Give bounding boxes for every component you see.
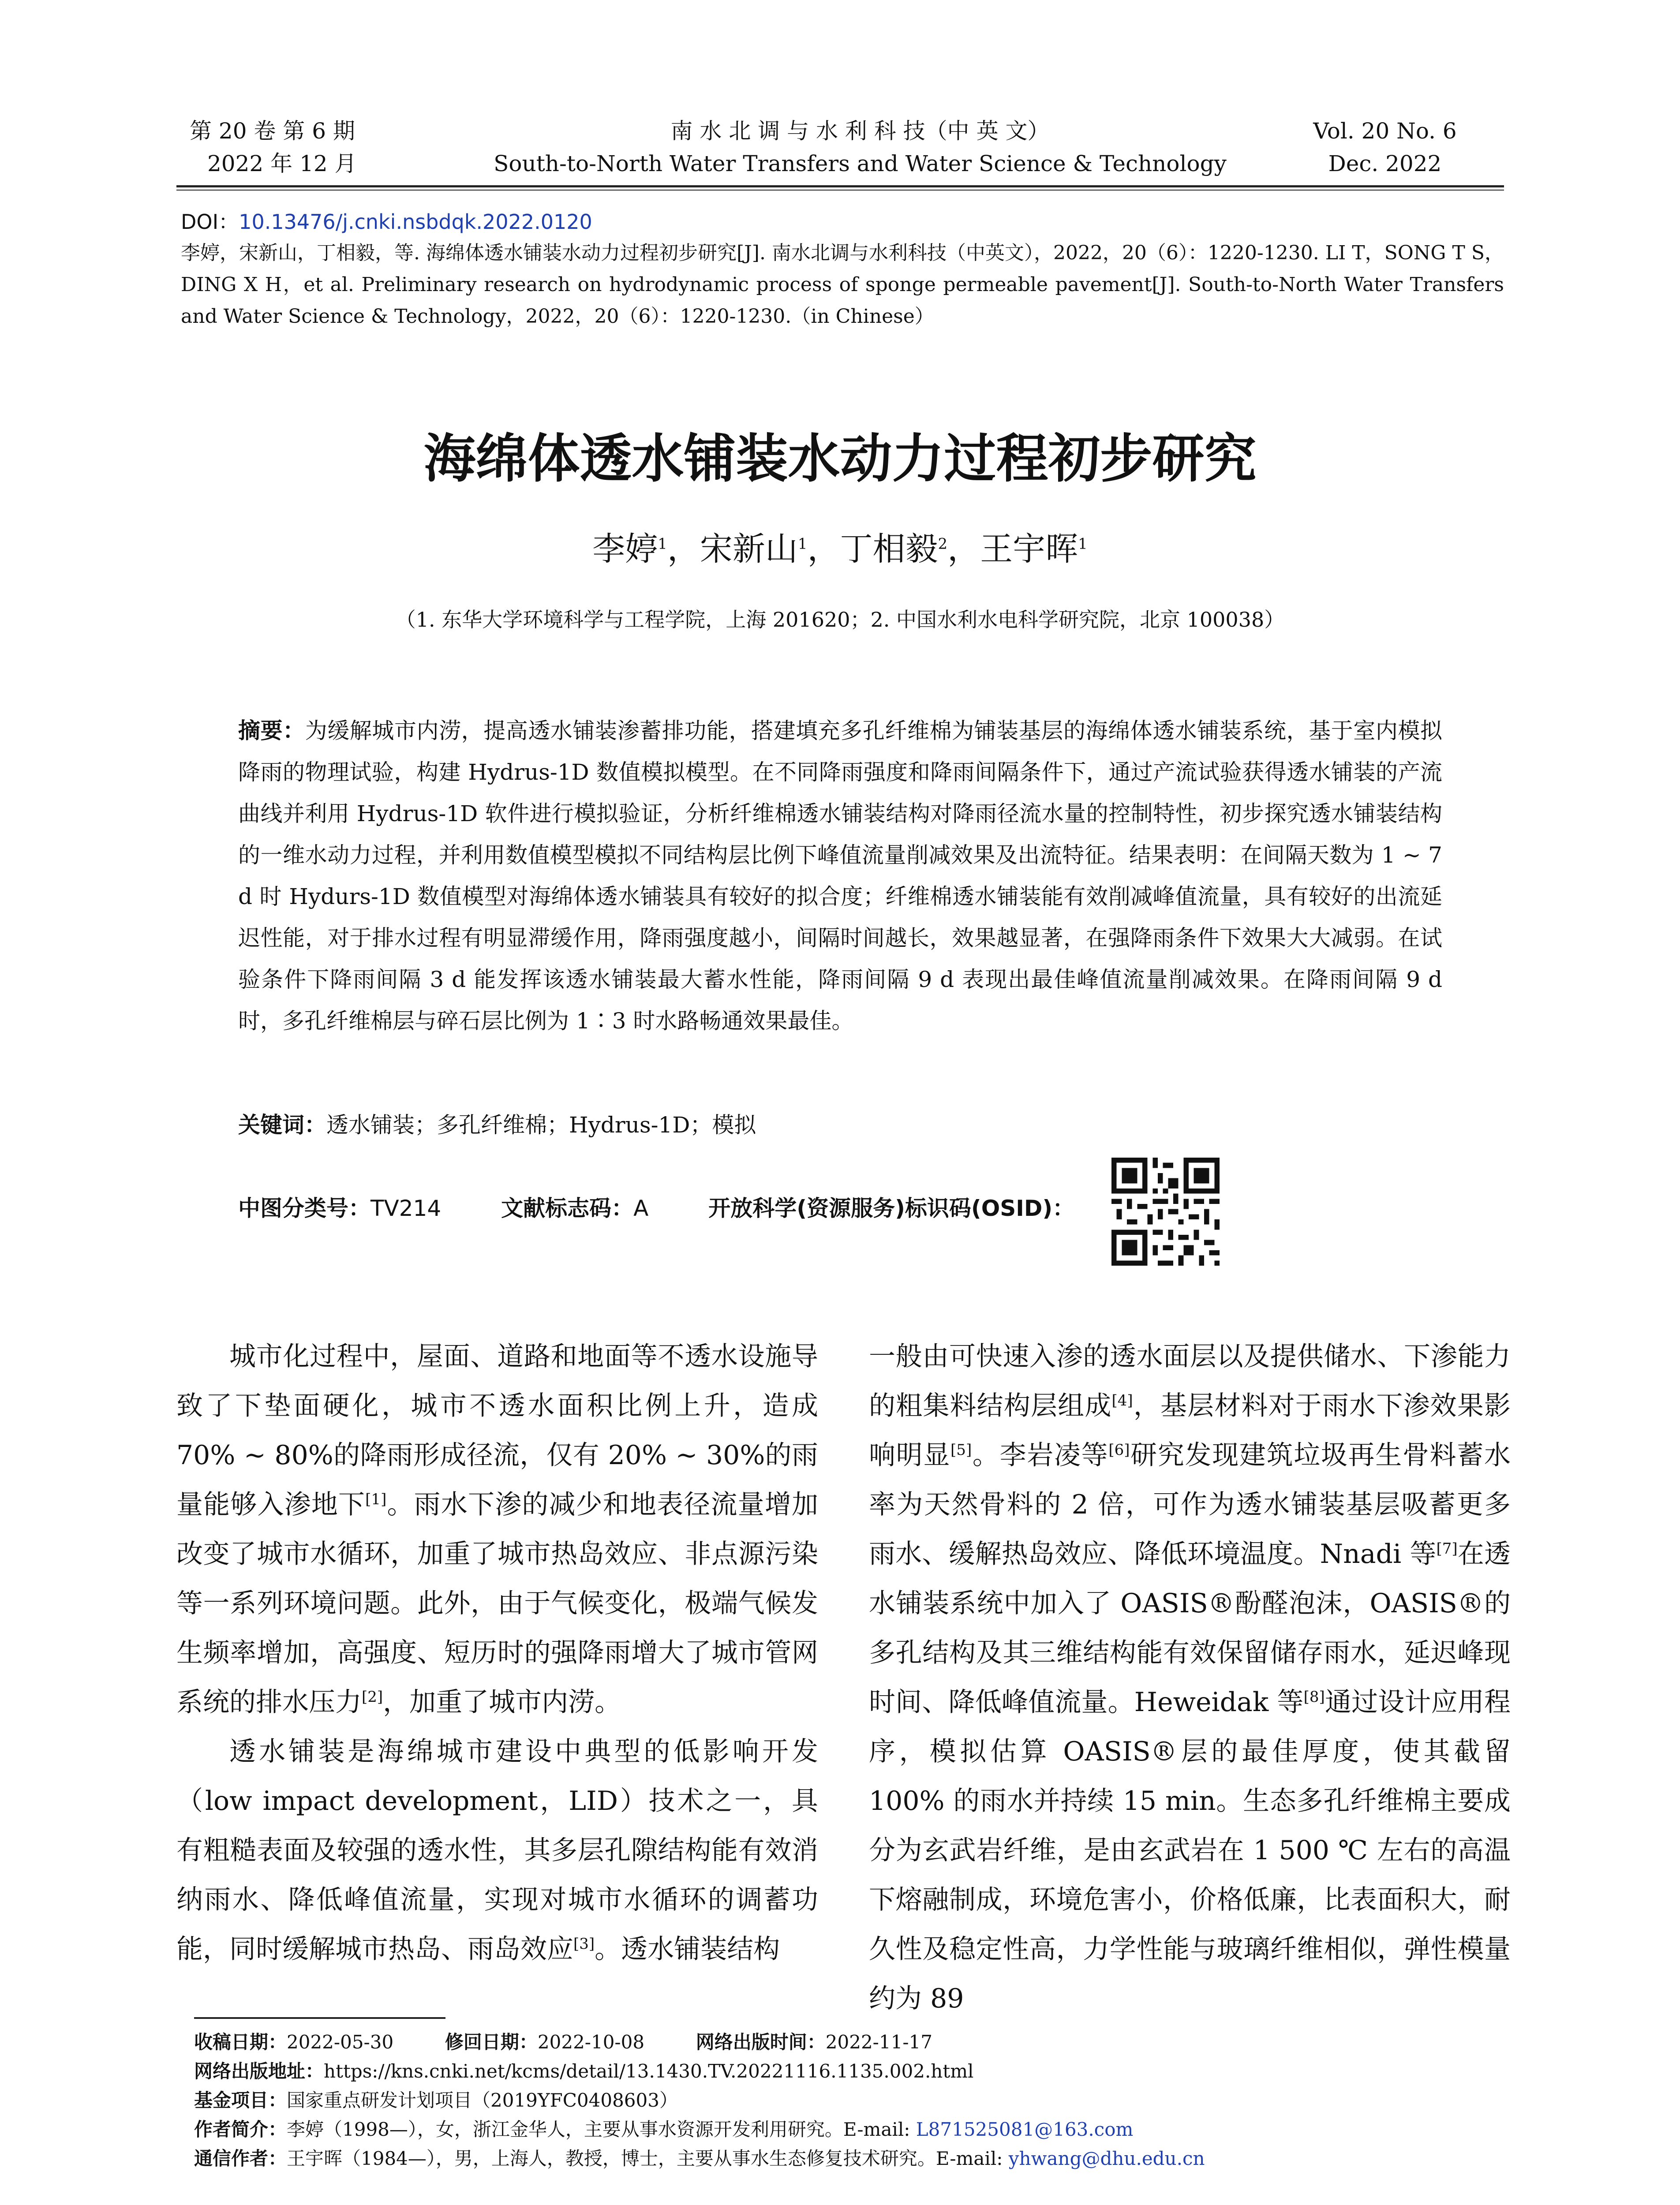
clc-label: 中图分类号： — [238, 1196, 370, 1221]
keywords-label: 关键词： — [238, 1112, 326, 1138]
author-name: 李婷 — [592, 530, 658, 568]
received-label: 收稿日期： — [194, 2031, 287, 2053]
body-paragraph — [869, 1332, 1511, 2023]
reference-mark[interactable]: [7] — [1436, 1540, 1458, 1558]
paragraph-text: ，基层材料对于雨水下渗效果影响明显 — [869, 1390, 1511, 1471]
osid-label: 开放科学(资源服务)标识码(OSID)： — [708, 1196, 1075, 1221]
citation: 李婷，宋新山，丁相毅，等. 海绵体透水铺装水动力过程初步研究[J]. 南水北调与水利科技（中英文），2022，20（6）：1220-1230. LI T，SONG T S，DING X H，et al. Preliminary research on hydrodynamic process of sponge permeable pavement[J]. South-to-North Water Transfers and Water Science & Technology，2022，20（6）：1220-1230.（in Chinese） — [181, 242, 1504, 328]
body-paragraph — [176, 1332, 818, 1727]
date-en-line: Dec. 2022 — [1328, 151, 1442, 176]
journal-volume-en — [1279, 115, 1491, 180]
volume-issue-line: 第 20 卷 第 6 期 — [190, 118, 355, 144]
author-email-link[interactable]: L871525081@163.com — [916, 2119, 1134, 2140]
volume-en-line: Vol. 20 No. 6 — [1313, 118, 1457, 144]
author-affil-mark: 1 — [1078, 535, 1088, 553]
reference-mark[interactable]: [8] — [1303, 1688, 1325, 1706]
clc-code — [238, 1196, 441, 1221]
author-name: 宋新山 — [700, 530, 798, 568]
keywords-text: 透水铺装；多孔纤维棉；Hydrus-1D；模拟 — [326, 1112, 756, 1138]
body-column-left — [176, 1332, 818, 1974]
author-info-label: 作者简介： — [194, 2119, 287, 2140]
header-rule — [176, 185, 1504, 187]
footnote-rule — [194, 2017, 445, 2019]
reference-mark[interactable]: [1] — [365, 1491, 387, 1508]
keywords — [238, 1105, 1442, 1145]
document-code — [501, 1196, 648, 1221]
journal-volume-issue — [190, 115, 357, 180]
osid — [708, 1196, 1074, 1221]
corresponding-email-link[interactable]: yhwang@dhu.edu.cn — [1008, 2148, 1205, 2169]
journal-name — [485, 115, 1235, 180]
reference-mark[interactable]: [2] — [362, 1688, 383, 1706]
affiliations: （1. 东华大学环境科学与工程学院，上海 201620；2. 中国水利水电科学研究院，北京 100038） — [395, 608, 1285, 632]
paragraph-text: 在透水铺装系统中加入了 OASIS®酚醛泡沫，OASIS®的多孔结构及其三维结构能有效保留储存雨水，延迟峰现时间、降低峰值流量。Heweidak 等 — [869, 1539, 1511, 1718]
paragraph-text: 透水铺装是海绵城市建设中典型的低影响开发（low impact development，LID）技术之一，具有粗糙表面及较强的透水性，其多层孔隙结构能有效消纳雨水、降低峰值流量，实现对城市水循环的调蓄功能，同时缓解城市热岛、雨岛效应 — [176, 1736, 818, 1965]
author-affil-mark: 1 — [658, 535, 667, 553]
paragraph-text: 通过设计应用程序，模拟估算 OASIS®层的最佳厚度，使其截留 100% 的雨水并持续 15 min。生态多孔纤维棉主要成分为玄武岩纤维，是由玄武岩在 1 500 ℃ 左右的高温下熔融制成，环境危害小，价格低廉，比表面积大，耐久性及稳定性高，力学性能与玻璃纤维相似，弹性模量约为 89 — [869, 1687, 1511, 2014]
footnote-author — [194, 2115, 1500, 2144]
clc-value: TV214 — [370, 1196, 442, 1221]
footnotes — [194, 2028, 1500, 2173]
abstract-label: 摘要： — [238, 718, 305, 744]
date-line: 2022 年 12 月 — [207, 151, 357, 176]
body-paragraph — [176, 1727, 818, 1974]
received-date: 2022-05-30 — [287, 2031, 394, 2053]
journal-name-en: South-to-North Water Transfers and Water Science & Technology — [494, 151, 1227, 176]
footnote-dates — [194, 2028, 1500, 2057]
online-date: 2022-11-17 — [825, 2031, 932, 2053]
journal-name-cn: 南 水 北 调 与 水 利 科 技（中 英 文） — [670, 118, 1050, 144]
paragraph-text: 。李岩凌等 — [972, 1440, 1109, 1471]
reference-mark[interactable]: [4] — [1111, 1392, 1133, 1409]
author-list: 李婷$^1$，宋新山$^1$，丁相毅$^2$，王宇晖$^1$ — [592, 530, 1088, 568]
fund-text: 国家重点研发计划项目（2019YFC0408603） — [287, 2089, 678, 2111]
reference-mark[interactable]: [3] — [573, 1935, 595, 1953]
header-rule-thin — [176, 190, 1504, 191]
author-name: 王宇晖 — [980, 530, 1078, 568]
paragraph-text: 。透水铺装结构 — [595, 1934, 780, 1965]
reference-mark[interactable]: [6] — [1108, 1441, 1130, 1459]
abstract — [238, 710, 1442, 1042]
author-affil-mark: 2 — [938, 535, 948, 553]
paragraph-text: 城市化过程中，屋面、道路和地面等不透水设施导致了下垫面硬化，城市不透水面积比例上升，造成 70% ~ 80%的降雨形成径流，仅有 20% ~ 30%的雨量能够入渗地下 — [176, 1341, 818, 1520]
fund-label: 基金项目： — [194, 2089, 287, 2111]
online-label: 网络出版时间： — [696, 2031, 826, 2053]
paragraph-text: 一般由可快速入渗的透水面层以及提供储水、下渗能力的粗集料结构层组成 — [869, 1341, 1511, 1421]
footnote-corresponding — [194, 2144, 1500, 2173]
classification-line — [238, 1188, 1253, 1228]
doc-label: 文献标志码： — [501, 1196, 634, 1221]
abstract-text: 为缓解城市内涝，提高透水铺装渗蓄排功能，搭建填充多孔纤维棉为铺装基层的海绵体透水铺装系统，基于室内模拟降雨的物理试验，构建 Hydrus-1D 数值模拟模型。在不同降雨强度和降雨间隔条件下，通过产流试验获得透水铺装的产流曲线并利用 Hydrus-1D 软件进行模拟验证，分析纤维棉透水铺装结构对降雨径流水量的控制特性，初步探究透水铺装结构的一维水动力过程，并利用数值模型模拟不同结构层比例下峰值流量削减效果及出流特征。结果表明：在间隔天数为 1 ~ 7 d 时 Hydurs-1D 数值模型对海绵体透水铺装具有较好的拟合度；纤维棉透水铺装能有效削减峰值流量，具有较好的出流延迟性能，对于排水过程有明显滞缓作用，降雨强度越小，间隔时间越长，效果越显著，在强降雨条件下效果大大减弱。在试验条件下降雨间隔 3 d 能发挥该透水铺装最大蓄水性能，降雨间隔 9 d 表现出最佳峰值流量削减效果。在降雨间隔 9 d 时，多孔纤维棉层与碎石层比例为 1∶3 时水路畅通效果最佳。 — [238, 718, 1443, 1034]
paragraph-text: ，加重了城市内涝。 — [383, 1687, 621, 1718]
author-info: 李婷（1998—），女，浙江金华人，主要从事水资源开发利用研究。E-mail: — [287, 2119, 916, 2140]
revised-label: 修回日期： — [445, 2031, 538, 2053]
doi-link[interactable]: 10.13476/j.cnki.nsbdqk.2022.0120 — [239, 210, 592, 234]
doi-label: DOI： — [181, 210, 239, 234]
url-label: 网络出版地址： — [194, 2060, 324, 2082]
paragraph-text: 。雨水下渗的减少和地表径流量增加改变了城市水循环，加重了城市热岛效应、非点源污染等一系列环境问题。此外，由于气候变化，极端气候发生频率增加，高强度、短历时的强降雨增大了城市管网系统的排水压力 — [176, 1489, 819, 1718]
doi — [181, 207, 592, 236]
footnote-fund — [194, 2086, 1500, 2115]
paragraph-text: 研究发现建筑垃圾再生骨料蓄水率为天然骨料的 2 倍，可作为透水铺装基层吸蓄更多雨水、缓解热岛效应、降低环境温度。Nnadi 等 — [869, 1440, 1511, 1570]
doc-value: A — [633, 1196, 649, 1221]
author-name: 丁相毅 — [840, 530, 938, 568]
corresponding-info: 王宇晖（1984—），男，上海人，教授，博士，主要从事水生态修复技术研究。E-mail: — [287, 2148, 1009, 2169]
footnote-url — [194, 2057, 1500, 2086]
paper-title: 海绵体透水铺装水动力过程初步研究 — [423, 428, 1257, 489]
revised-date: 2022-10-08 — [537, 2031, 645, 2053]
qr-code-icon[interactable] — [1111, 1158, 1220, 1266]
corresponding-label: 通信作者： — [194, 2148, 287, 2169]
reference-mark[interactable]: [5] — [950, 1441, 972, 1459]
author-affil-mark: 1 — [797, 535, 808, 553]
online-url[interactable]: https://kns.cnki.net/kcms/detail/13.1430.TV.20221116.1135.002.html — [324, 2060, 974, 2082]
body-column-right — [869, 1332, 1511, 2023]
